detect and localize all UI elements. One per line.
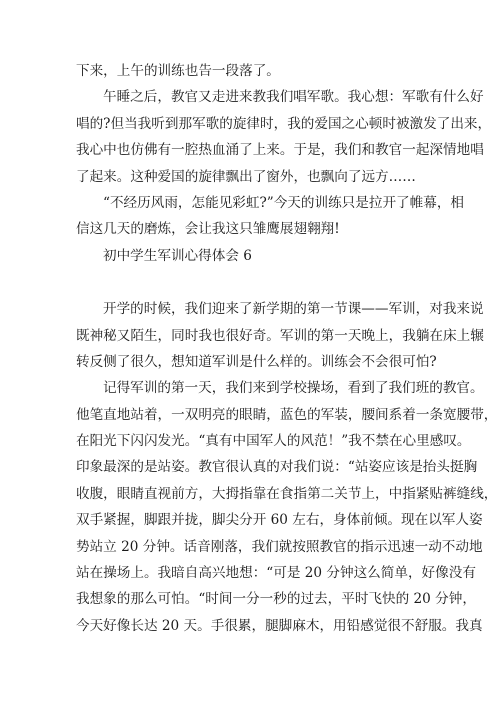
text-line: 既神秘又陌生，同时我也很好奇。军训的第一天晚上，我躺在床上辗 — [76, 327, 484, 344]
text-line: 他笔直地站着，一双明亮的眼睛，蓝色的军装，腰间系着一条宽腰带， — [76, 406, 498, 423]
text-line: 势站立 20 分钟。话音刚落，我们就按照教官的指示迅速一动不动地 — [76, 538, 483, 555]
text-line: 了起来。这种爱国的旋律飘出了窗外，也飘向了远方…… — [76, 168, 416, 185]
text-line: 午睡之后，教官又走进来教我们唱军歌。我心想：军歌有什么好 — [103, 89, 484, 106]
blank-gap — [76, 269, 432, 296]
text-line: 印象最深的是站姿。教官很认真的对我们说：“站姿应该是抬头挺胸 — [76, 459, 478, 476]
paragraph-2 — [76, 84, 492, 190]
text-line: 我想象的那么可怕。“时间一分一秒的过去，平时飞快的 20 分钟， — [76, 591, 476, 608]
text-line: 我心中也仿佛有一腔热血涌了上来。于是，我们和教官一起深情地唱 — [76, 142, 484, 159]
text-line: 记得军训的第一天，我们来到学校操场，看到了我们班的教官。 — [103, 380, 484, 397]
text-line: 转反侧了很久，想知道军训是什么样的。训练会不会很可怕? — [76, 353, 437, 370]
text-line: 下来，上午的训练也告一段落了。 — [76, 63, 280, 79]
text-line: 开学的时候，我们迎来了新学期的第一节课——军训，对我来说 — [103, 301, 484, 318]
document-page — [76, 58, 498, 639]
text-line: 站在操场上。我暗自高兴地想：“可是 20 分钟这么简单，好像没有 — [76, 565, 476, 582]
text-line: “不经历风雨，怎能见彩虹?”今天的训练只是拉开了帷幕，相 — [103, 194, 465, 211]
text-line: 信这几天的磨炼，会让我这只雏鹰展翅翱翔! — [76, 221, 340, 238]
paragraph-3 — [76, 190, 465, 243]
section-title: 初中学生军训心得体会 6 — [103, 247, 252, 264]
text-line: 今天好像长达 20 天。手很累，腿脚麻木，用铅感觉很不舒服。我真 — [76, 617, 483, 634]
text-line: 收腹，眼睛直视前方，大拇指靠在食指第二关节上，中指紧贴裤缝线， — [76, 485, 498, 502]
paragraph-1 — [76, 58, 432, 84]
text-line: 唱的?但当我听到那军歌的旋律时，我的爱国之心顿时被激发了出来， — [76, 115, 492, 132]
text-line: 在阳光下闪闪发光。“真有中国军人的风范！”我不禁在心里感叹。 — [76, 433, 471, 450]
paragraph-5 — [76, 375, 498, 639]
paragraph-4 — [76, 296, 484, 375]
text-line: 双手紧握，脚跟并拢，脚尖分开 60 左右，身体前倾。现在以军人姿 — [76, 512, 483, 529]
